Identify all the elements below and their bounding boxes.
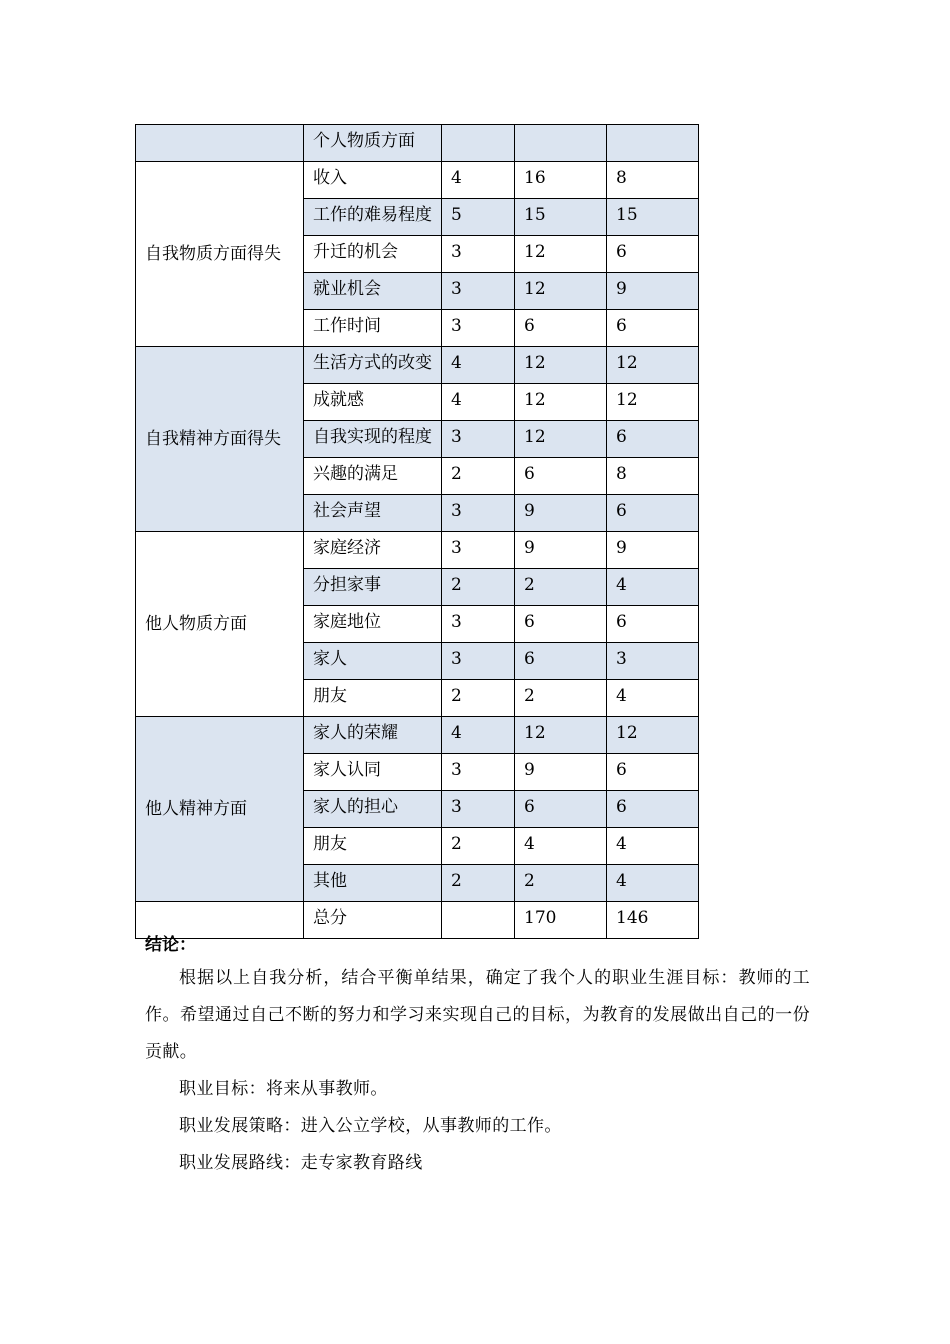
value-cell: 3 bbox=[442, 643, 515, 680]
value-cell: 4 bbox=[442, 162, 515, 199]
value-cell: 9 bbox=[607, 532, 699, 569]
value-cell: 6 bbox=[607, 606, 699, 643]
item-cell: 家人的荣耀 bbox=[304, 717, 442, 754]
group-label: 自我精神方面得失 bbox=[136, 347, 304, 532]
value-cell: 2 bbox=[442, 680, 515, 717]
value-cell: 4 bbox=[442, 384, 515, 421]
value-cell: 12 bbox=[515, 347, 607, 384]
value-cell: 3 bbox=[442, 606, 515, 643]
item-cell: 升迁的机会 bbox=[304, 236, 442, 273]
value-cell: 3 bbox=[442, 310, 515, 347]
table-row bbox=[136, 162, 699, 199]
item-cell: 朋友 bbox=[304, 680, 442, 717]
career-goal: 职业目标：将来从事教师。 bbox=[179, 1079, 388, 1099]
conclusion-heading: 结论： bbox=[145, 935, 196, 955]
value-cell: 12 bbox=[515, 236, 607, 273]
value-cell: 4 bbox=[442, 717, 515, 754]
value-cell: 2 bbox=[515, 569, 607, 606]
value-cell: 15 bbox=[515, 199, 607, 236]
value-cell: 12 bbox=[515, 273, 607, 310]
item-cell: 工作的难易程度 bbox=[304, 199, 442, 236]
value-cell: 12 bbox=[515, 717, 607, 754]
value-cell: 3 bbox=[442, 273, 515, 310]
value-cell: 3 bbox=[607, 643, 699, 680]
value-cell: 3 bbox=[442, 754, 515, 791]
group-cell bbox=[136, 125, 304, 162]
value-cell: 15 bbox=[607, 199, 699, 236]
group-label: 他人物质方面 bbox=[136, 532, 304, 717]
value-cell: 12 bbox=[607, 347, 699, 384]
value-cell: 6 bbox=[515, 458, 607, 495]
item-cell: 其他 bbox=[304, 865, 442, 902]
value-cell: 6 bbox=[515, 606, 607, 643]
item-cell: 工作时间 bbox=[304, 310, 442, 347]
value-cell: 6 bbox=[607, 754, 699, 791]
value-cell: 2 bbox=[442, 828, 515, 865]
item-cell: 生活方式的改变 bbox=[304, 347, 442, 384]
item-cell: 兴趣的满足 bbox=[304, 458, 442, 495]
value-cell: 2 bbox=[442, 458, 515, 495]
value-cell: 2 bbox=[515, 865, 607, 902]
item-cell: 分担家事 bbox=[304, 569, 442, 606]
value-cell: 9 bbox=[515, 754, 607, 791]
value-cell: 6 bbox=[515, 310, 607, 347]
value-cell: 2 bbox=[515, 680, 607, 717]
value-cell bbox=[607, 125, 699, 162]
value-cell: 6 bbox=[607, 421, 699, 458]
value-cell: 4 bbox=[442, 347, 515, 384]
value-cell: 6 bbox=[607, 791, 699, 828]
value-cell: 4 bbox=[515, 828, 607, 865]
value-cell: 3 bbox=[442, 495, 515, 532]
total-value: 146 bbox=[607, 902, 699, 939]
career-path: 职业发展路线：走专家教育路线 bbox=[179, 1153, 423, 1173]
value-cell: 8 bbox=[607, 458, 699, 495]
value-cell: 2 bbox=[442, 569, 515, 606]
group-label: 他人精神方面 bbox=[136, 717, 304, 902]
item-cell: 收入 bbox=[304, 162, 442, 199]
group-label: 自我物质方面得失 bbox=[136, 162, 304, 347]
career-strategy: 职业发展策略：进入公立学校，从事教师的工作。 bbox=[179, 1116, 562, 1136]
value-cell: 6 bbox=[607, 236, 699, 273]
conclusion-section bbox=[145, 930, 810, 1182]
total-label: 总分 bbox=[304, 902, 442, 939]
value-cell: 6 bbox=[515, 791, 607, 828]
value-cell: 4 bbox=[607, 828, 699, 865]
item-cell: 自我实现的程度 bbox=[304, 421, 442, 458]
value-cell: 3 bbox=[442, 236, 515, 273]
table-row bbox=[136, 125, 699, 162]
item-cell: 家人认同 bbox=[304, 754, 442, 791]
value-cell bbox=[442, 125, 515, 162]
value-cell: 12 bbox=[515, 384, 607, 421]
value-cell: 2 bbox=[442, 865, 515, 902]
value-cell: 9 bbox=[515, 495, 607, 532]
table-row bbox=[136, 717, 699, 754]
value-cell: 16 bbox=[515, 162, 607, 199]
item-cell: 个人物质方面 bbox=[304, 125, 442, 162]
value-cell: 6 bbox=[515, 643, 607, 680]
item-cell: 家人的担心 bbox=[304, 791, 442, 828]
conclusion-paragraph: 根据以上自我分析，结合平衡单结果，确定了我个人的职业生涯目标：教师的工作。希望通过自己不断的努力和学习来实现自己的目标，为教育的发展做出自己的一份贡献。 bbox=[145, 968, 810, 1062]
item-cell: 就业机会 bbox=[304, 273, 442, 310]
value-cell: 4 bbox=[607, 569, 699, 606]
item-cell: 家庭经济 bbox=[304, 532, 442, 569]
value-cell: 12 bbox=[515, 421, 607, 458]
value-cell: 9 bbox=[515, 532, 607, 569]
value-cell: 3 bbox=[442, 791, 515, 828]
item-cell: 家人 bbox=[304, 643, 442, 680]
item-cell: 家庭地位 bbox=[304, 606, 442, 643]
value-cell: 5 bbox=[442, 199, 515, 236]
item-cell: 成就感 bbox=[304, 384, 442, 421]
value-cell: 12 bbox=[607, 717, 699, 754]
value-cell: 8 bbox=[607, 162, 699, 199]
total-value: 170 bbox=[515, 902, 607, 939]
value-cell: 6 bbox=[607, 495, 699, 532]
value-cell: 4 bbox=[607, 865, 699, 902]
item-cell: 社会声望 bbox=[304, 495, 442, 532]
value-cell: 12 bbox=[607, 384, 699, 421]
balance-sheet-table bbox=[135, 124, 699, 939]
value-cell: 3 bbox=[442, 421, 515, 458]
value-cell: 6 bbox=[607, 310, 699, 347]
value-cell: 3 bbox=[442, 532, 515, 569]
value-cell: 4 bbox=[607, 680, 699, 717]
table-row bbox=[136, 347, 699, 384]
value-cell bbox=[515, 125, 607, 162]
item-cell: 朋友 bbox=[304, 828, 442, 865]
value-cell: 9 bbox=[607, 273, 699, 310]
table-row bbox=[136, 532, 699, 569]
